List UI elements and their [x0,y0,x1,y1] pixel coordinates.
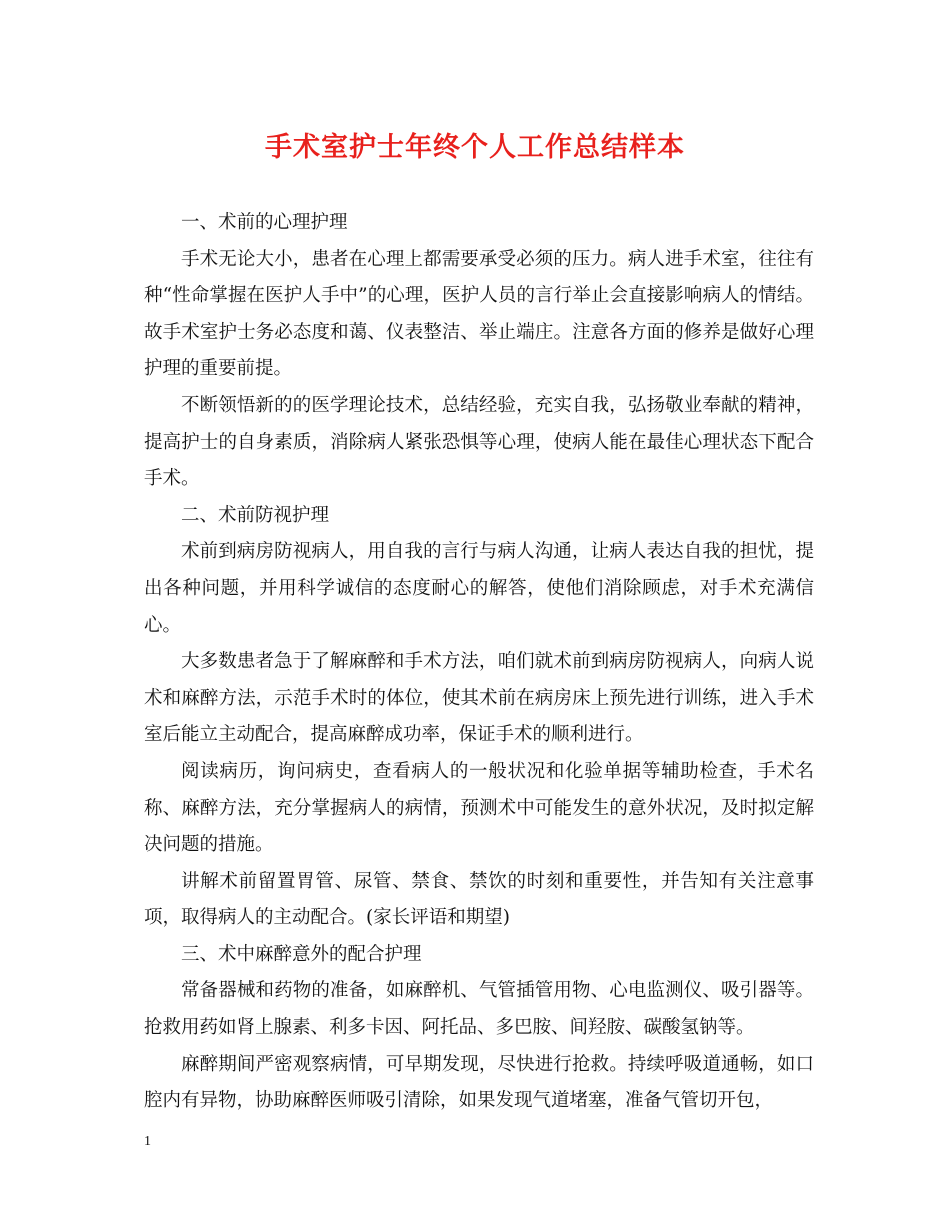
section-heading-1: 一、术前的心理护理 [181,212,348,233]
paragraph: 麻醉期间严密观察病情，可早期发现，尽快进行抢救。持续呼吸道通畅，如口腔内有异物，协助麻醉医师吸引清除，如果发现气道堵塞，准备气管切开包， [144,1053,814,1112]
paragraph: 不断领悟新的的医学理论技术，总结经验，充实自我，弘扬敬业奉献的精神，提高护士的自身素质，消除病人紧张恐惧等心理，使病人能在最佳心理状态下配合手术。 [144,394,814,490]
paragraph: 常备器械和药物的准备，如麻醉机、气管插管用物、心电监测仪、吸引器等。抢救用药如肾上腺素、利多卡因、阿托品、多巴胺、间羟胺、碳酸氢钠等。 [144,980,814,1039]
section-heading-2: 二、术前防视护理 [181,504,330,526]
paragraph: 阅读病历，询问病史，查看病人的一般状况和化验单据等辅助检查，手术名称、麻醉方法，充分掌握病人的病情，预测术中可能发生的意外状况，及时拟定解决问题的措施。 [144,760,814,856]
paragraph: 手术无论大小，患者在心理上都需要承受必须的压力。病人进手术室，往往有种“性命掌握在医护人手中”的心理，医护人员的言行举止会直接影响病人的情结。故手术室护士务必态度和蔼、仪表整洁、举止端庄。注意各方面的修养是做好心理护理的重要前提。 [144,248,814,380]
document-body [144,205,814,1120]
paragraph: 术前到病房防视病人，用自我的言行与病人沟通，让病人表达自我的担忧，提出各种问题，并用科学诚信的态度耐心的解答，使他们消除顾虑，对手术充满信心。 [144,541,814,636]
document-title: 手术室护士年终个人工作总结样本 [265,132,685,163]
page-number: 1 [144,1134,151,1149]
paragraph: 讲解术前留置胃管、尿管、禁食、禁饮的时刻和重要性，并告知有关注意事项，取得病人的主动配合。(家长评语和期望) [144,870,814,929]
section-heading-3: 三、术中麻醉意外的配合护理 [181,943,422,965]
paragraph: 大多数患者急于了解麻醉和手术方法，咱们就术前到病房防视病人，向病人说术和麻醉方法，示范手术时的体位，使其术前在病房床上预先进行训练，进入手术室后能立主动配合，提高麻醉成功率，保证手术的顺利进行。 [144,651,814,746]
